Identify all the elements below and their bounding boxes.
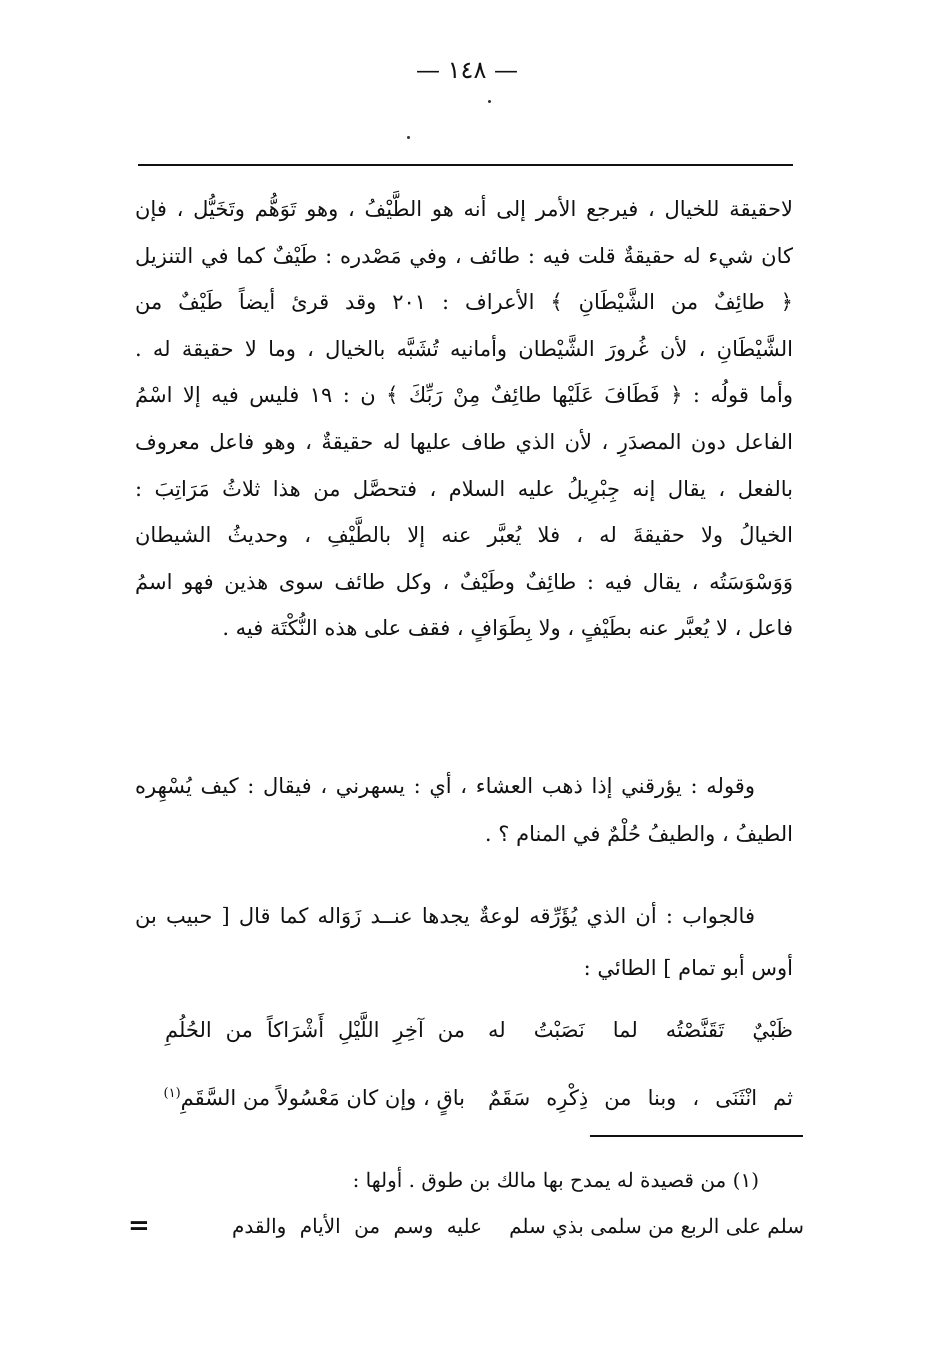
footnote-verse-first-hemistich: سلم على الربع من سلمى بذي سلم — [509, 1214, 804, 1238]
verse-first-hemistich: ظَبْيٌ تَقَنَّصْتُه لما نَصَبْتُ له — [488, 1018, 793, 1042]
text-line: الطيفُ ، والطيفُ حُلْمٌ في المنام ؟ . — [484, 822, 793, 846]
verse-second-hemistich-text: باقٍ ، وإن كان مَعْسُولاً من السَّقَمِ — [180, 1086, 465, 1110]
speck-mark — [488, 100, 491, 103]
text-line: ﴿ طائِفٌ من الشَّيْطَانِ ﴾ الأعراف : ٢٠١ وقد قرئ أيضاً طَيْفٌ من — [135, 290, 793, 315]
footnote-rule — [590, 1135, 803, 1137]
text-line: فاعل ، لا يُعبَّر عنه بطَيْفٍ ، ولا بِطَوَافٍ ، فقف على هذه النُّكْتَة فيه . — [222, 616, 793, 641]
text-line: وقوله : يؤرقني إذا ذهب العشاء ، أي : يسهرني ، فيقال : كيف يُسْهِره — [135, 774, 755, 798]
footnote-verse — [232, 1206, 804, 1246]
poem-verse — [165, 1076, 793, 1120]
text-line: بالفعل ، يقال إنه جِبْرِيلُ عليه السلام ، فتحصَّل من هذا ثلاثُ مَرَاتِبَ : — [135, 476, 793, 501]
continuation-mark: = — [128, 1211, 150, 1241]
text-line: الفاعل دون المصدَرِ ، لأن الذي طاف عليها له حقيقةٌ ، وهو فاعل معروف — [135, 429, 793, 454]
text-line: فالجواب : أن الذي يُؤَرِّقه لوعةٌ يجدها عنــد زَوَاله كما قال [ حبيب بن — [135, 904, 755, 928]
text-line: لاحقيقة للخيال ، فيرجع الأمر إلى أنه هو الطَّيْفُ ، وهو تَوَهُّم وتَخَيُّل ، فإن — [135, 197, 793, 221]
question-paragraph — [135, 762, 793, 858]
text-line: الخيالُ ولا حقيقةَ له ، فلا يُعبَّر عنه إلا بالطَّيْفِ ، وحديثُ الشيطان — [135, 523, 793, 548]
poem-verse — [165, 1008, 793, 1052]
answer-paragraph — [135, 890, 793, 994]
text-line: أوس أبو تمام ] الطائي : — [583, 956, 793, 980]
page-number: — ١٤٨ — — [416, 56, 518, 84]
text-line: الشَّيْطَانِ ، لأن غُرورَ الشَّيْطان وأمانيه تُشَبَّه بالخيال ، وما لا حقيقة له . — [135, 336, 793, 361]
text-line: كان شيء له حقيقةٌ قلت فيه : طائف ، وفي مَصْدره : طَيْفٌ كما في التنزيل — [135, 243, 793, 268]
speck-mark — [407, 136, 410, 139]
footnote-verse-second-hemistich: عليه وسم من الأيام والقدم — [232, 1214, 482, 1238]
verse-second-hemistich — [165, 1076, 465, 1120]
header-rule — [138, 164, 793, 166]
footnote-reference[interactable]: (١) — [163, 1086, 181, 1101]
verse-first-hemistich: ثم انْثَنَى ، وبنا من ذِكْرِه سَقَمٌ — [488, 1086, 793, 1110]
verse-second-hemistich: من آخِرِ اللَّيْلِ أَشْرَاكاً من الحُلُمِ — [165, 1018, 465, 1042]
text-line: وَوَسْوَسَتُه ، يقال فيه : طائِفٌ وطَيْفٌ ، وكل طائف سوى هذين فهو اسمُ — [135, 569, 793, 594]
footnote-text: (١) من قصيدة له يمدح بها مالك بن طوق . أولها : — [352, 1168, 759, 1192]
text-line: وأما قولُه : ﴿ فَطَافَ عَلَيْها طائِفٌ مِنْ رَبِّكَ ﴾ ن : ١٩ فليس فيه إلا اسْمُ — [135, 383, 793, 408]
main-paragraph — [135, 186, 793, 652]
